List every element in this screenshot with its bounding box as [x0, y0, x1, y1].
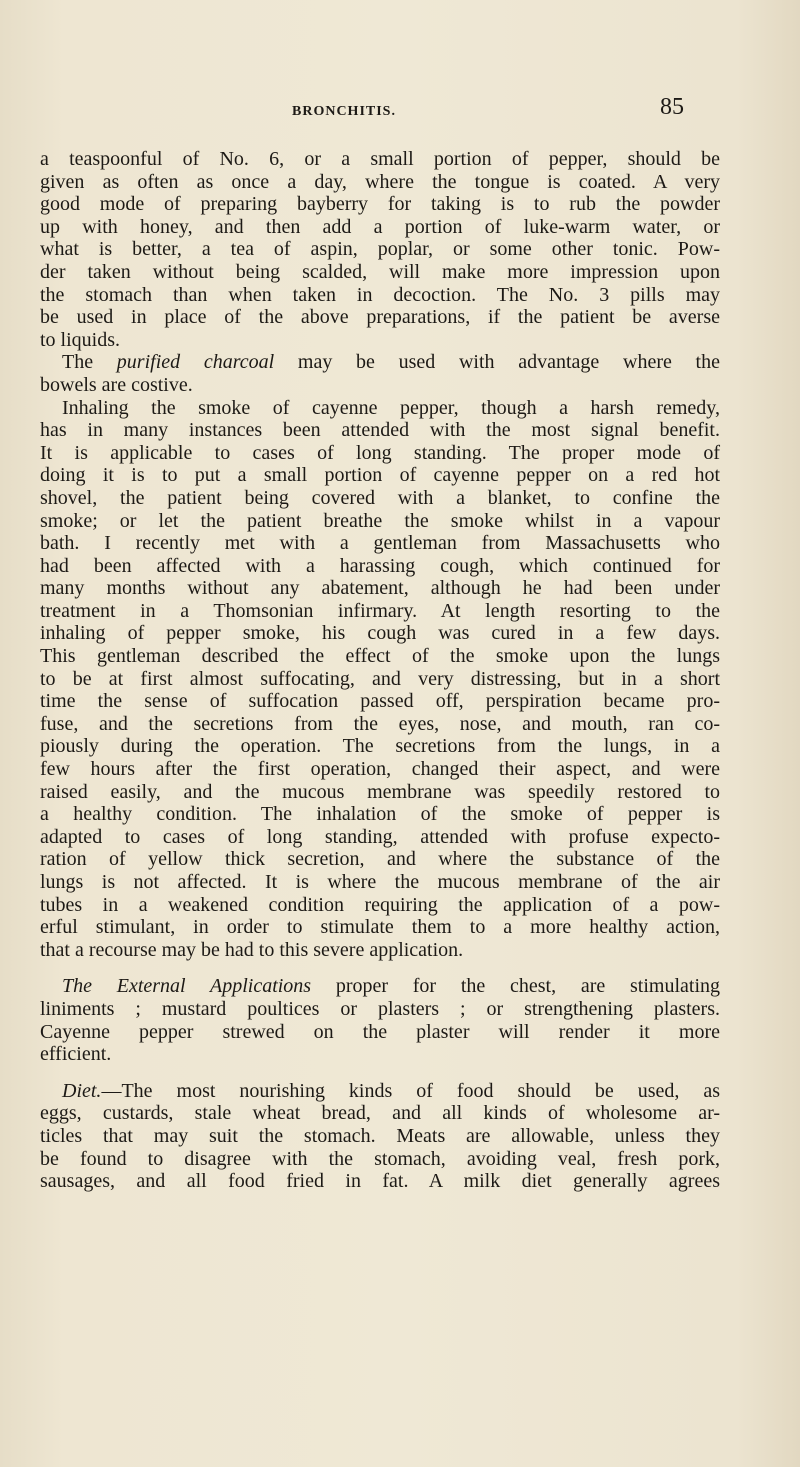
text-line: inhaling of pepper smoke, his cough was cured in a few days.	[40, 622, 720, 645]
text-line: It is applicable to cases of long standing. The proper mode of	[40, 441, 720, 464]
text-line	[40, 351, 720, 374]
text-line: adapted to cases of long standing, attended with profuse expecto-	[40, 825, 720, 848]
text-line: ticles that may suit the stomach. Meats are allowable, unless they	[40, 1124, 720, 1147]
text-line: up with honey, and then add a portion of luke-warm water, or	[40, 215, 720, 238]
text-line: the stomach than when taken in decoction. The No. 3 pills may	[40, 283, 720, 306]
text-line: time the sense of suffocation passed off, perspiration became pro-	[40, 690, 720, 713]
text-line: raised easily, and the mucous membrane was speedily restored to	[40, 780, 720, 803]
text-line: what is better, a tea of aspin, poplar, or some other tonic. Pow-	[40, 238, 720, 261]
text-line	[40, 975, 720, 998]
text-line: few hours after the first operation, changed their aspect, and were	[40, 758, 720, 781]
text-line: smoke; or let the patient breathe the smoke whilst in a vapour	[40, 509, 720, 532]
text-line: ration of yellow thick secretion, and where the substance of the	[40, 848, 720, 871]
paragraph	[40, 975, 720, 1065]
text-line: many months without any abatement, although he had been under	[40, 577, 720, 600]
text-line: efficient.	[40, 1043, 112, 1066]
emphasis: The External Applications	[62, 975, 312, 998]
text-line: eggs, custards, stale wheat bread, and all kinds of wholesome ar-	[40, 1102, 720, 1125]
text-run: may be used with advantage where the	[274, 351, 720, 374]
paragraph	[40, 1080, 720, 1193]
page-number: 85	[660, 94, 684, 120]
text-line: bath. I recently met with a gentleman from Massachusetts who	[40, 532, 720, 555]
text-line: erful stimulant, in order to stimulate them to a more healthy action,	[40, 916, 720, 939]
text-line: der taken without being scalded, will make more impression upon	[40, 260, 720, 283]
paragraph-gap	[40, 961, 720, 975]
text-line: a healthy condition. The inhalation of the smoke of pepper is	[40, 803, 720, 826]
text-line: piously during the operation. The secretions from the lungs, in a	[40, 735, 720, 758]
text-line: sausages, and all food fried in fat. A milk diet generally agrees	[40, 1170, 720, 1193]
body-text	[40, 148, 720, 1193]
text-line: fuse, and the secretions from the eyes, nose, and mouth, ran co-	[40, 712, 720, 735]
text-line: This gentleman described the effect of the smoke upon the lungs	[40, 645, 720, 668]
text-line: tubes in a weakened condition requiring the application of a pow-	[40, 893, 720, 916]
text-line: Cayenne pepper strewed on the plaster will render it more	[40, 1020, 720, 1043]
emphasis: Diet.	[62, 1079, 102, 1102]
page-header	[0, 94, 800, 134]
text-line: good mode of preparing bayberry for taking is to rub the powder	[40, 193, 720, 216]
text-run: The	[62, 351, 117, 374]
text-line: to be at first almost suffocating, and very distressing, but in a short	[40, 667, 720, 690]
paragraph-gap	[40, 1066, 720, 1080]
text-line: be used in place of the above preparations, if the patient be averse	[40, 306, 720, 329]
paragraph	[40, 148, 720, 351]
text-line: Inhaling the smoke of cayenne pepper, though a harsh remedy,	[62, 396, 720, 419]
text-line: had been affected with a harassing cough, which continued for	[40, 554, 720, 577]
text-line: treatment in a Thomsonian infirmary. At length resorting to the	[40, 599, 720, 622]
text-line: to liquids.	[40, 328, 121, 351]
emphasis: purified charcoal	[116, 351, 275, 374]
text-line: that a recourse may be had to this severe application.	[40, 938, 464, 961]
text-line: shovel, the patient being covered with a blanket, to confine the	[40, 486, 720, 509]
text-line: liniments ; mustard poultices or plasters ; or strengthening plasters.	[40, 997, 720, 1020]
text-line: given as often as once a day, where the tongue is coated. A very	[40, 170, 720, 193]
text-run: proper for the chest, are stimulating	[311, 975, 720, 998]
text-line: a teaspoonful of No. 6, or a small portion of pepper, should be	[40, 148, 720, 170]
text-line: lungs is not affected. It is where the mucous membrane of the air	[40, 871, 720, 893]
paragraph	[40, 351, 720, 396]
text-line: be found to disagree with the stomach, avoiding veal, fresh pork,	[40, 1147, 720, 1170]
text-line: has in many instances been attended with the most signal benefit.	[40, 419, 720, 442]
text-run: —The most nourishing kinds of food should be used, as	[101, 1079, 720, 1102]
running-head: BRONCHITIS.	[292, 104, 396, 119]
text-line	[40, 1080, 720, 1103]
text-line: bowels are costive.	[40, 373, 193, 396]
paragraph	[40, 397, 720, 962]
text-line: doing it is to put a small portion of cayenne pepper on a red hot	[40, 464, 720, 487]
